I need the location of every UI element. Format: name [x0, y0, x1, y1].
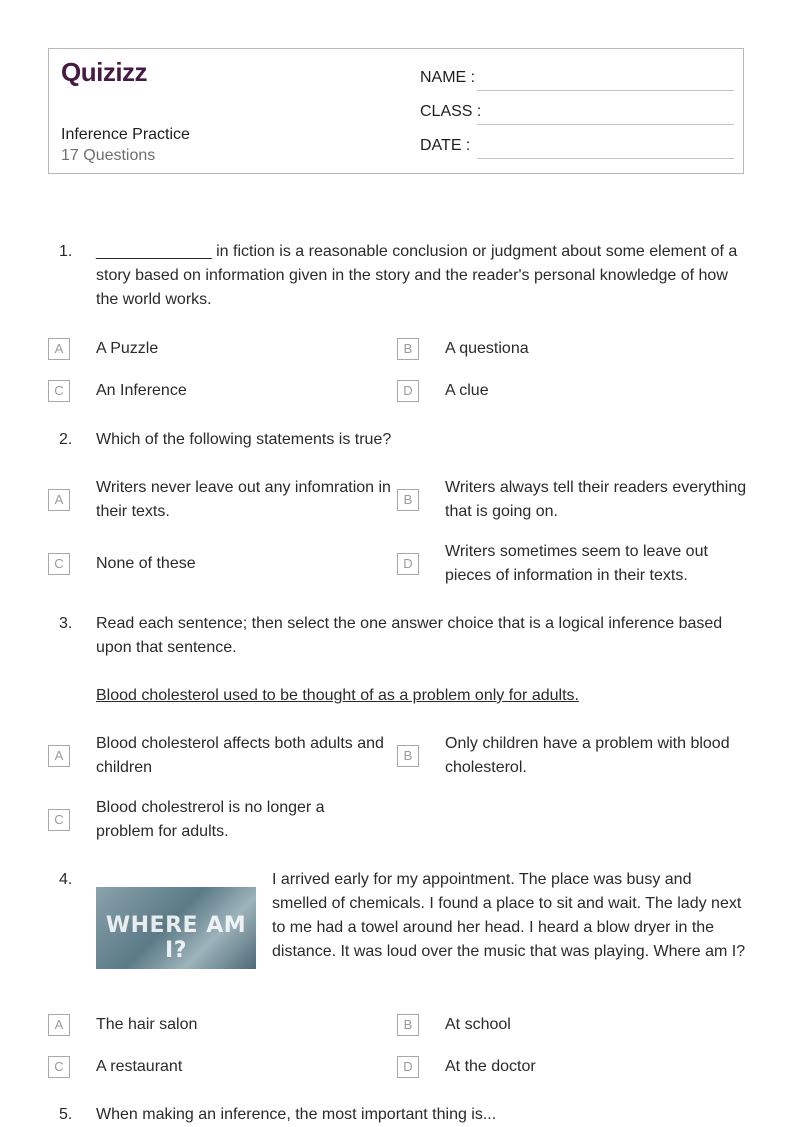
answer-option[interactable]	[397, 476, 747, 524]
option-text: Writers never leave out any infomration in their texts.	[96, 479, 391, 520]
option-text: Writers always tell their readers everything that is going on.	[445, 479, 747, 520]
answer-option[interactable]	[48, 325, 368, 373]
option-text: Blood cholesterol affects both adults and children	[96, 735, 384, 776]
worksheet-title: Inference Practice	[61, 126, 190, 143]
option-letter-box: A	[48, 338, 70, 360]
question-number: 4.	[59, 871, 73, 888]
answer-option[interactable]	[397, 325, 717, 373]
option-text: Blood cholestrerol is no longer a problem for adults.	[96, 799, 325, 840]
option-letter-box: C	[48, 809, 70, 831]
question-text: When making an inference, the most important thing is...	[96, 1106, 497, 1123]
name-line	[477, 90, 734, 91]
class-field[interactable]	[420, 99, 734, 125]
answer-option[interactable]	[48, 1001, 368, 1049]
option-letter-box: B	[397, 338, 419, 360]
question-count: 17 Questions	[61, 147, 156, 164]
class-label: CLASS :	[420, 103, 482, 120]
question-number: 5.	[59, 1106, 73, 1123]
answer-option[interactable]	[48, 476, 391, 524]
answer-option[interactable]	[48, 367, 368, 415]
question-text: I arrived early for my appointment. The place was busy and smelled of chemicals. I found a place to sit and wait. The lady next to me had a towel around her head. I heard a blow dryer in the distance. It was loud over the music that was playing. Where am I?	[272, 871, 746, 960]
option-text: The hair salon	[96, 1016, 198, 1033]
question-text: Which of the following statements is true?	[96, 431, 392, 448]
question-text: _____________ in fiction is a reasonable conclusion or judgment about some element of a story based on information given in the story and the reader's personal knowledge of how the world works.	[96, 243, 738, 308]
option-letter-box: B	[397, 489, 419, 511]
option-text: Only children have a problem with blood cholesterol.	[445, 735, 730, 776]
worksheet-header	[48, 48, 744, 174]
option-text: An Inference	[96, 382, 187, 399]
date-field[interactable]	[420, 133, 734, 159]
option-text: At school	[445, 1016, 511, 1033]
name-field[interactable]	[420, 65, 734, 91]
option-letter-box: C	[48, 1056, 70, 1078]
name-label: NAME :	[420, 69, 476, 86]
question-number: 2.	[59, 431, 73, 448]
answer-option[interactable]	[48, 1043, 368, 1091]
option-text: At the doctor	[445, 1058, 536, 1075]
answer-option[interactable]	[397, 732, 730, 780]
option-text: None of these	[96, 555, 196, 572]
question-number: 1.	[59, 243, 73, 260]
option-letter-box: D	[397, 1056, 419, 1078]
option-letter-box: A	[48, 1014, 70, 1036]
option-letter-box: B	[397, 745, 419, 767]
answer-option[interactable]	[397, 1043, 717, 1091]
answer-option[interactable]	[397, 367, 717, 415]
option-letter-box: C	[48, 380, 70, 402]
answer-option[interactable]	[397, 1001, 717, 1049]
answer-option[interactable]	[397, 540, 717, 588]
date-line	[477, 158, 734, 159]
option-text: Writers sometimes seem to leave out pieces of information in their texts.	[445, 543, 708, 584]
option-letter-box: B	[397, 1014, 419, 1036]
option-letter-box: D	[397, 380, 419, 402]
class-line	[477, 124, 734, 125]
date-label: DATE :	[420, 137, 471, 154]
question-passage: Blood cholesterol used to be thought of as a problem only for adults.	[96, 687, 579, 704]
option-text: A Puzzle	[96, 340, 159, 357]
option-text: A restaurant	[96, 1058, 183, 1075]
answer-option[interactable]	[48, 540, 368, 588]
option-letter-box: C	[48, 553, 70, 575]
answer-option[interactable]	[48, 796, 368, 844]
question-text: Read each sentence; then select the one answer choice that is a logical inference based upon that sentence.	[96, 615, 723, 656]
question-image	[96, 887, 256, 969]
answer-option[interactable]	[48, 732, 384, 780]
option-letter-box: A	[48, 489, 70, 511]
option-text: A clue	[445, 382, 489, 399]
option-letter-box: D	[397, 553, 419, 575]
quizizz-logo: Quizizz	[61, 57, 148, 87]
option-text: A questiona	[445, 340, 529, 357]
option-letter-box: A	[48, 745, 70, 767]
image-caption: WHERE AM I?	[105, 913, 247, 963]
question-number: 3.	[59, 615, 73, 632]
